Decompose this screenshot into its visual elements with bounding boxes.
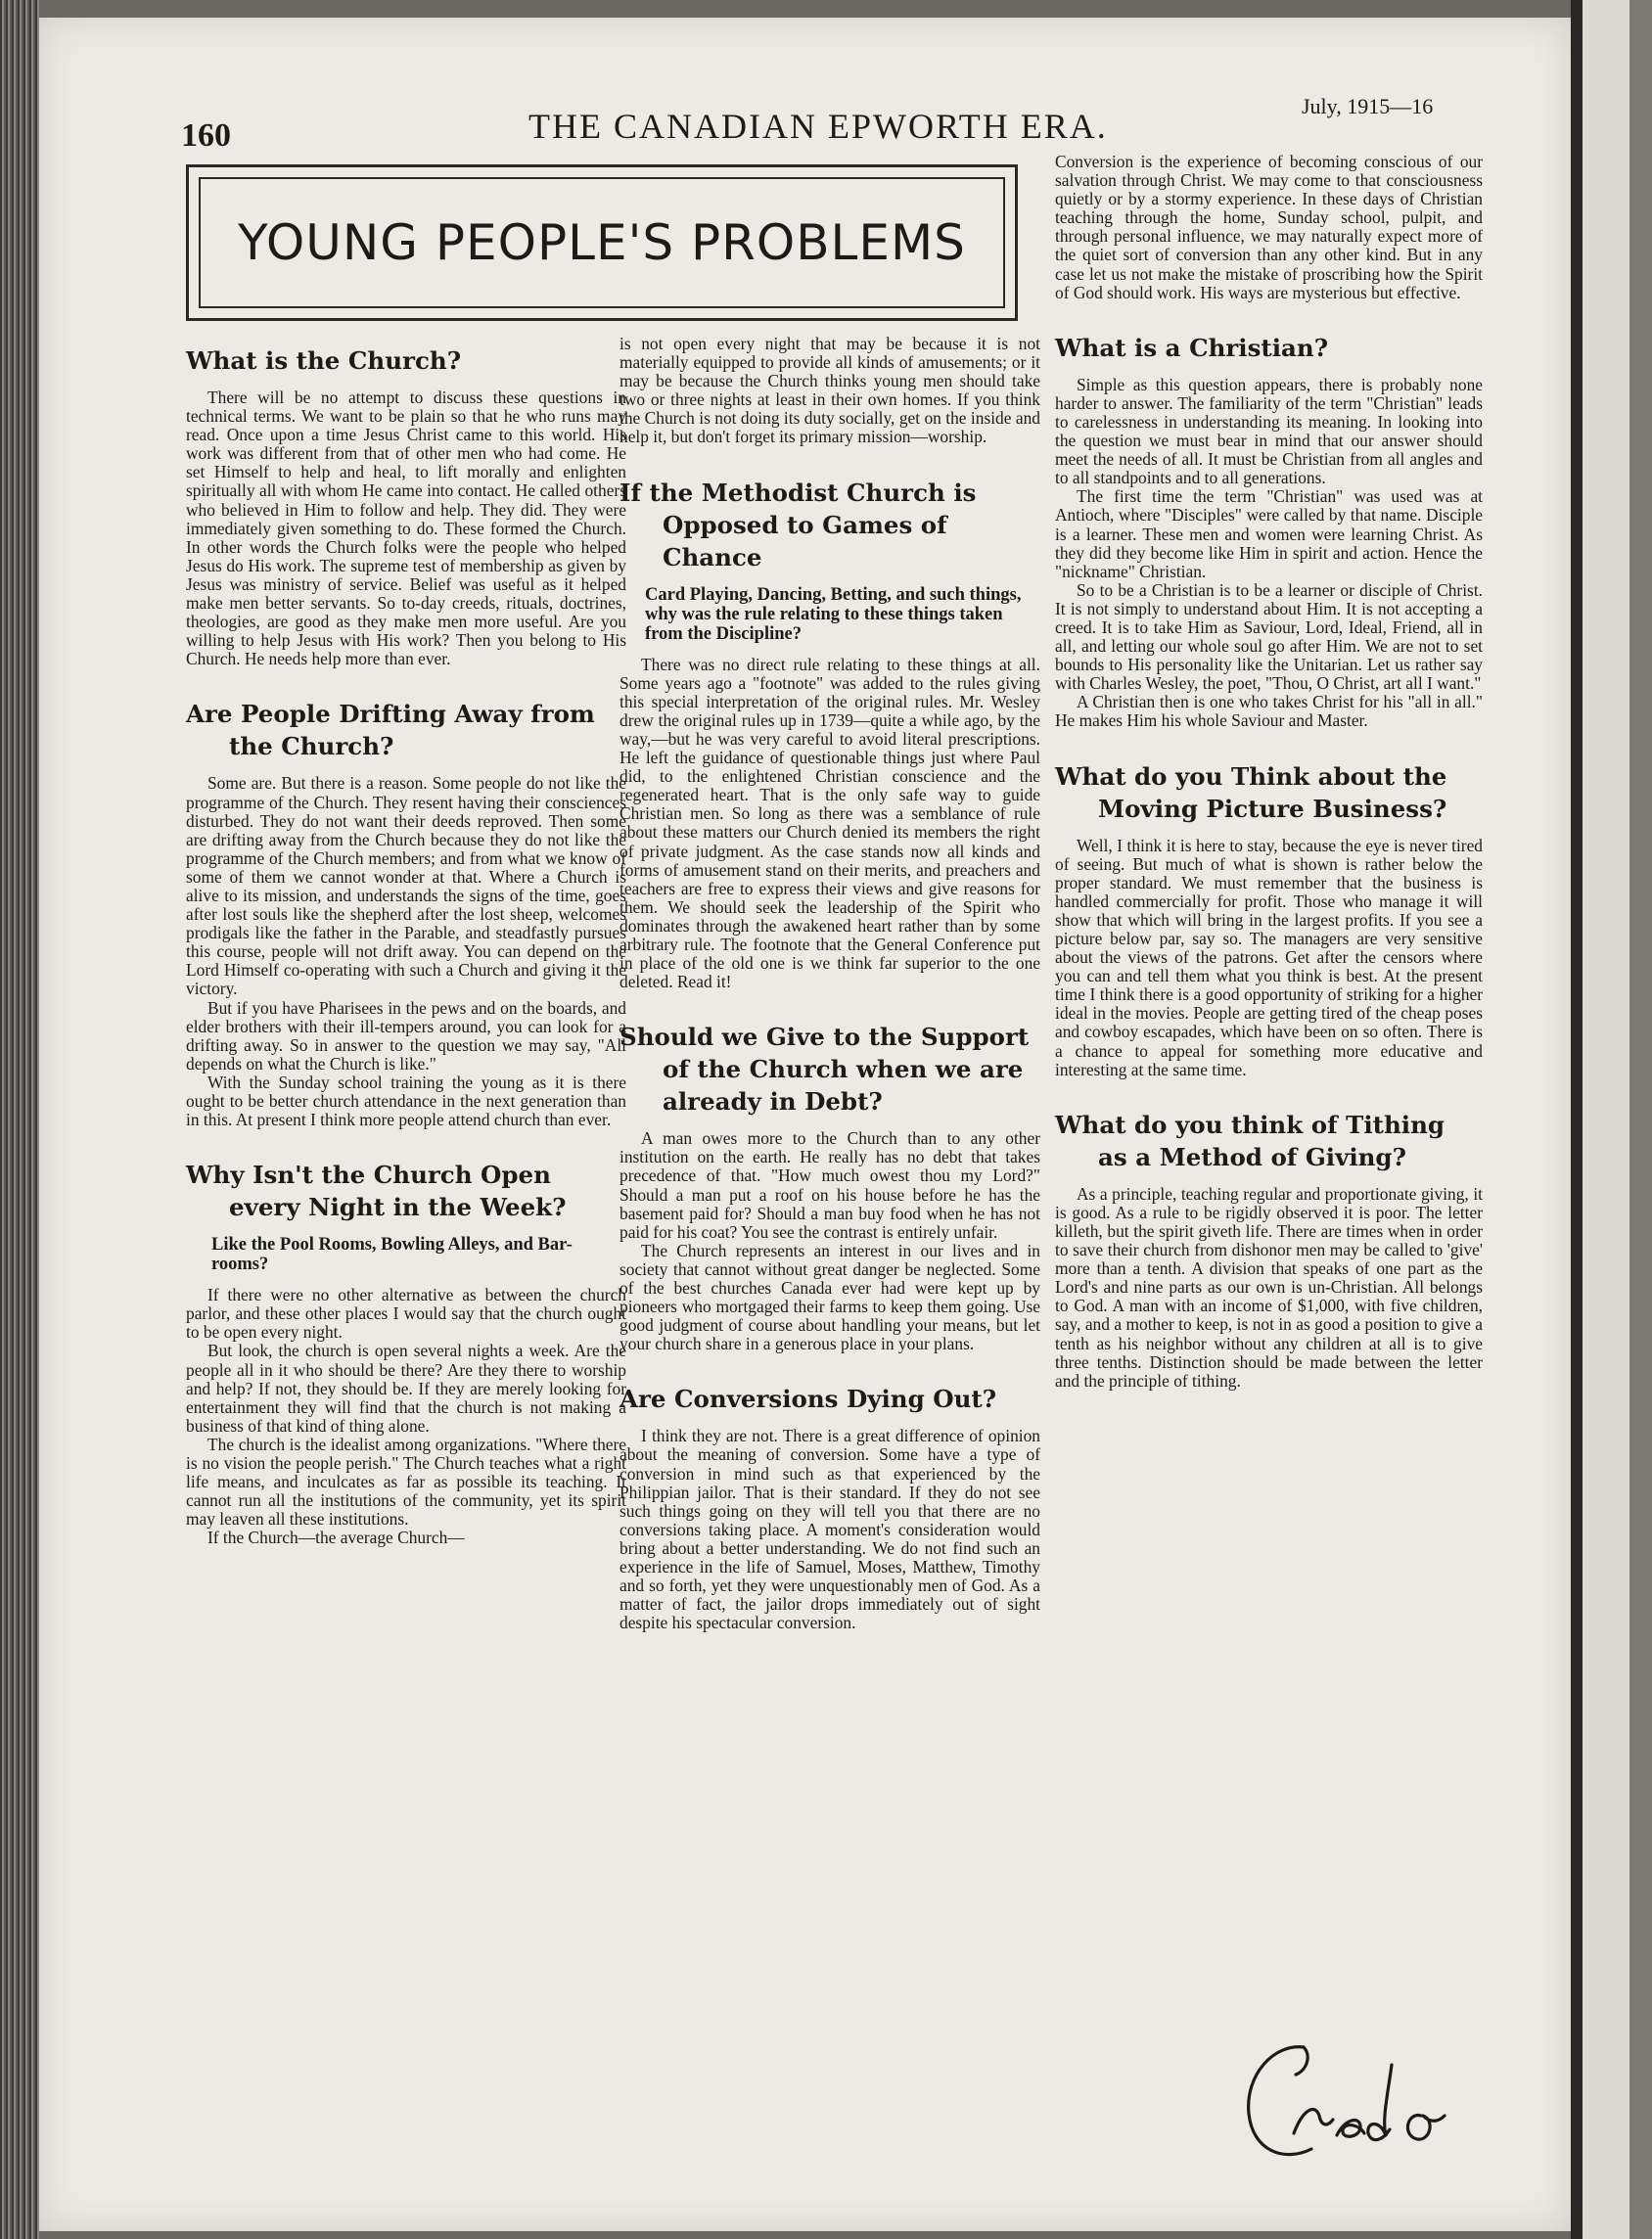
paragraph: There was no direct rule relating to these things at all. Some years ago a "footnote" was added to the rules giving this special interpretation of the original rules. Mr. Wesley drew the original rules up in 1739—quite a while ago, by the way,—but he was very careful to avoid literal prescriptions. He left the guidance of questionable things just where Paul did, to the enlightened Christian conscience and the regenerated heart. That is the only safe way to guide Christian men. So long as there was a semblance of rule about these matters our Church denied its members the right of private judgment. As the case stands now all kinds and forms of amusement stand on their merits, and preachers and teachers are free to express their views and give reasons for them. We should seek the leadership of the Spirit who dominates through the awakened heart rather than by some arbitrary rule. The footnote that the General Conference put in place of the old one is we think far superior to the one deleted. Read it! — [620, 654, 1040, 992]
article — [1055, 332, 1483, 731]
paragraph: Well, I think it is here to stay, because the eye is never tired of seeing. But much of what is shown is rather below the proper standard. We must remember that the business is handled commercially for profit. Those who manage it will show that which will bring in the largest profits. If you see a picture below par, say so. The managers are very sensitive about the views of the patrons. Get after the censors where you can and tell them what you think is best. At the present time I think there is a good opportunity of striking for a higher ideal in the movies. People are getting tired of the cheap poses and cowboy escapades, which have been on so often. There is a chance to appeal for something more educative and interesting at the same time. — [1055, 835, 1483, 1079]
column-2 — [620, 335, 1040, 1632]
article — [186, 344, 626, 668]
article-heading — [1055, 760, 1483, 825]
paragraph: The Church represents an interest in our lives and in society that cannot without great danger be neglected. Some of the best churches Canada ever had were kept up by pioneers who mortgaged their farms to keep them going. Use good judgment of course about handling your means, but let your church share in a generous place in your plans. — [620, 1240, 1040, 1354]
paragraph: Conversion is the experience of becoming conscious of our salvation through Christ. We may come to that consciousness quietly or by a stormy experience. In these days of Christian teaching through the home, Sunday school, pulpit, and through personal influence, we may naturally expect more of the quiet sort of conversion than any other kind. But in any case let us not make the mistake of proscribing how the Spirit of God should work. His ways are mysterious but effective. — [1055, 152, 1483, 302]
article-subheading: Like the Pool Rooms, Bowling Alleys, and Bar-rooms? — [211, 1235, 573, 1275]
heading-line: Moving Picture Business? — [1098, 794, 1447, 823]
paragraph: With the Sunday school training the young as it is there ought to be better church attendance in the next generation than in this. At present I think more people attend church than ever. — [186, 1072, 626, 1130]
paragraph: If the Church—the average Church— — [207, 1528, 465, 1548]
running-title: THE CANADIAN EPWORTH ERA. — [528, 107, 1108, 146]
article — [1055, 153, 1483, 302]
heading-line: Why Isn't the Church Open — [186, 1161, 551, 1190]
paragraph: is not open every night that may be because it is not materially equipped to provide all kinds of amusements; or it may be because the Church thinks young men should take two or three nights at least in their own homes. If you think the Church is not doing its duty socially, get on the inside and help it, but don't forget its primary mission—worship. — [620, 334, 1040, 447]
article — [1055, 760, 1483, 1079]
article-heading — [186, 698, 626, 762]
paragraph: I think they are not. There is a great difference of opinion about the meaning of conversion. Some have a type of conversion in mind such as that experienced by the Philippian jailor. That is their standard. If they do not see such things going on they will tell you that there are no conversions taking place. A moment's consideration would bring about a better understanding. We do not find such an experience in the life of Samuel, Moses, Matthew, Timothy and so forth, yet they were unquestionably men of God. As a matter of fact, the jailor drops immediately out of sight despite his spectacular conversion. — [620, 1426, 1040, 1633]
heading-line: as a Method of Giving? — [1098, 1142, 1406, 1171]
heading-line: Should we Give to the Support — [620, 1023, 1030, 1052]
paragraph: A man owes more to the Church than to any other institution on the earth. He really has no debt that takes precedence of that. "How much owest thou my Lord?" Should a man put a roof on his house before he has the basement paid for? Should a man buy food when he has not paid for his coat? You see the contrast is entirely unfair. — [620, 1128, 1040, 1242]
heading-line: What is a Christian? — [1055, 333, 1329, 362]
paragraph: But look, the church is open several nights a week. Are the people all in it who should be there? Are they there to worship and help? If not, they should be. If they are merely looking for entertainment they will find that the church is not making a business of that kind of thing alone. — [186, 1341, 626, 1436]
article — [620, 1383, 1040, 1632]
article — [1055, 1109, 1483, 1391]
heading-line: If the Methodist Church is — [620, 478, 977, 507]
heading-line: the Church? — [229, 732, 394, 761]
paragraph: Some are. But there is a reason. Some people do not like the programme of the Church. They resent having their consciences disturbed. They do not want their deeds reproved. Then some are drifting away from the Church because they do not like the programme of the Church members; and from what we know of some of them we cannot wonder at that. Where a Church is alive to its mission, and understands the signs of the time, goes after lost souls like the shepherd after the lost sheep, welcomes prodigals like the father in the Parable, and steadfastly pursues this course, people will not drift away. You can depend on the Lord Himself co-operating with such a Church and giving it the victory. — [186, 773, 626, 999]
heading-line: of the Church when we are — [663, 1055, 1024, 1084]
article-heading — [186, 344, 626, 377]
article — [620, 477, 1040, 992]
column-1 — [186, 344, 626, 1548]
paragraph: As a principle, teaching regular and proportionate giving, it is good. As a rule to be rigidly observed it is poor. The letter killeth, but the spirit giveth life. There are times when in order to save their church from dishonor men may be called to 'give' more than a tenth. A division that speaks of one part as the Lord's and nine parts as our own is un-Christian. All belongs to God. A man with an income of $1,000, with five children, say, and a mother to keep, is not in as good a position to give a tenth as his neighbor without any children at all is to give three tenths. Distinction should be made between the letter and the principle of tithing. — [1055, 1183, 1483, 1391]
section-title-inner-frame — [199, 177, 1005, 308]
paragraph: The church is the idealist among organizations. "Where there is no vision the people perish." The Church teaches what a right life means, and inculcates as far as possible its teaching. It cannot run all the institutions of the community, yet its spirit may leaven all these institutions. — [186, 1434, 626, 1530]
article-heading — [1055, 332, 1483, 364]
article — [186, 1159, 626, 1547]
issue-date: July, 1915—16 — [1302, 94, 1434, 118]
heading-line: Are Conversions Dying Out? — [620, 1385, 997, 1414]
heading-line: every Night in the Week? — [229, 1193, 567, 1222]
page-number: 160 — [181, 117, 231, 154]
paragraph: But if you have Pharisees in the pews and on the boards, and elder brothers with their ill-tempers around, you can look for a drifting away. So in answer to the question we may say, "All depends on what the Church is like." — [186, 997, 626, 1074]
paragraph: So to be a Christian is to be a learner or disciple of Christ. It is not simply to understand about Him. It is not accepting a creed. It is to take Him as Saviour, Lord, Ideal, Friend, all in all, and letting our whole soul go after Him. We are not to set bounds to His personality like the Unitarian. Let us rather say with Charles Wesley, the poet, "Thou, O Christ, art all I want." — [1055, 579, 1483, 694]
article-subheading: Card Playing, Dancing, Betting, and such things, why was the rule relating to these things taken from the Discipline? — [645, 584, 1022, 644]
paragraph: The first time the term "Christian" was used was at Antioch, where "Disciples" were called by that name. Disciple is a learner. These men and women were learning Christ. As they did they become like Him in spirit and action. Hence the "nickname" Christian. — [1055, 486, 1483, 581]
article-heading — [620, 1383, 1040, 1415]
scan-binding-edge — [0, 0, 39, 2239]
article-heading — [620, 1021, 1040, 1118]
heading-line: Opposed to Games of Chance — [663, 510, 947, 571]
paragraph: There will be no attempt to discuss these questions in technical terms. We want to be plain so that he who runs may read. Once upon a time Jesus Christ came to this world. His work was different from that of other men who had come. He set Himself to help and heal, to lift morally and enlighten spiritually all with whom He came into contact. He called others who believed in Him to follow and help. They did. They were immediately given something to do. These formed the Church. In other words the Church folks were the people who helped Jesus do His work. The supreme test of membership as given by Jesus was ministry of service. Belief was useful as it helped make men better servants. So to-day creeds, rituals, doctrines, theologies, are good as they make men more useful. Are you willing to help Jesus with His work? Then you belong to His Church. He needs help more than ever. — [186, 388, 626, 669]
heading-line: already in Debt? — [663, 1087, 883, 1117]
paragraph: Simple as this question appears, there is probably none harder to answer. The familiarity of the term "Christian" leads to carelessness in understanding its meaning. In looking into the question we must bear in mind that our answer should meet the needs of all. It must be Christian from all angles and to all standpoints and to all generations. — [1055, 374, 1483, 488]
article-heading — [1055, 1109, 1483, 1173]
article — [620, 335, 1040, 447]
heading-line: What is the Church? — [186, 346, 462, 375]
article-heading — [620, 477, 1040, 573]
credo-signature — [1235, 2026, 1529, 2172]
article — [186, 698, 626, 1129]
article — [620, 1021, 1040, 1353]
section-title: YOUNG PEOPLE'S PROBLEMS — [238, 214, 966, 271]
paragraph: A Christian then is one who takes Christ for his "all in all." He makes Him his whole Saviour and Master. — [1055, 692, 1483, 731]
heading-line: Are People Drifting Away from — [186, 700, 595, 729]
article-heading — [186, 1159, 626, 1223]
scan-facing-page-edge — [1571, 0, 1652, 2239]
heading-line: What do you think of Tithing — [1055, 1110, 1446, 1139]
heading-line: What do you Think about the — [1055, 761, 1447, 791]
section-title-box — [186, 164, 1018, 321]
column-3 — [1055, 153, 1483, 1391]
paragraph: If there were no other alternative as between the church parlor, and these other places I would say that the church ought to be open every night. — [186, 1285, 626, 1343]
